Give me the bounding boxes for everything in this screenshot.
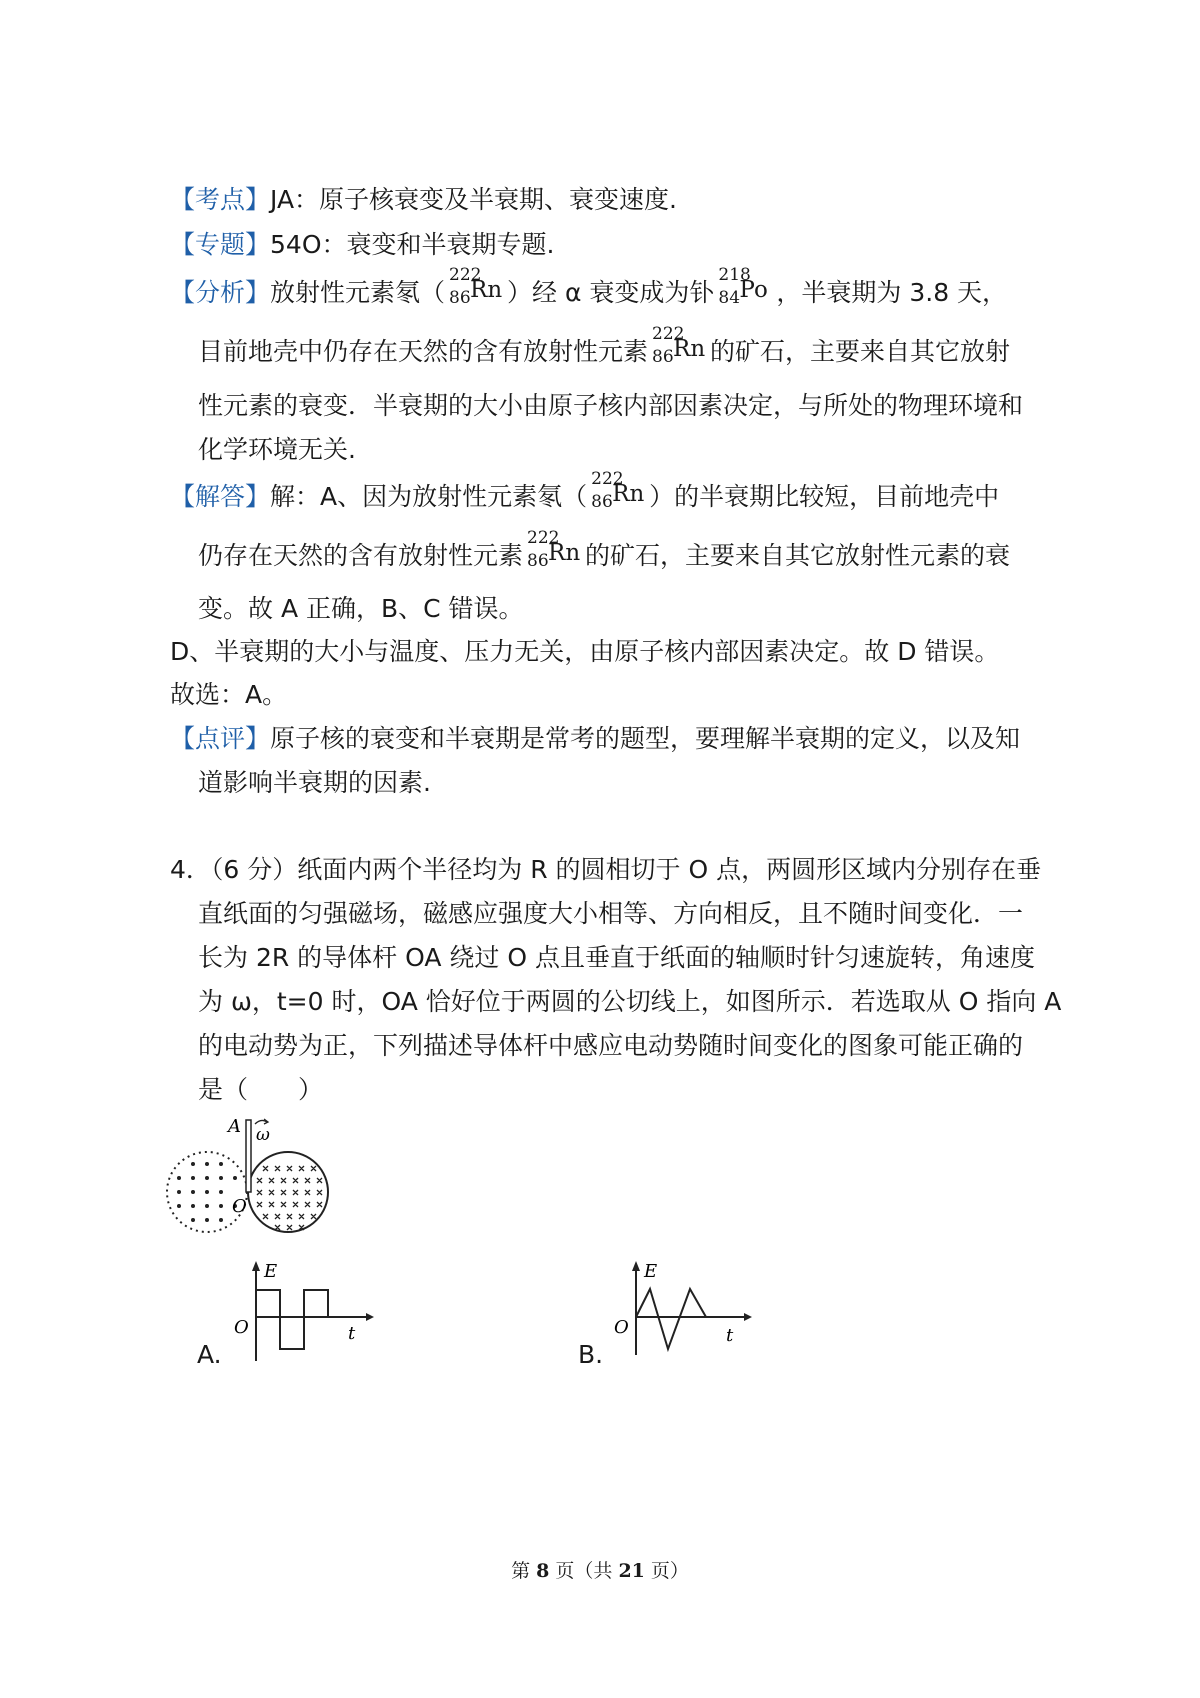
- jieda-line-5: 故选：A。: [170, 680, 288, 709]
- zhuanti-line: [170, 228, 554, 262]
- dianping-line-1: [170, 722, 1020, 756]
- option-b-label[interactable]: B.: [578, 1340, 604, 1369]
- total-pages: 21: [618, 1560, 645, 1582]
- rn-number: 86: [527, 551, 549, 571]
- rn-symbol: Rn: [470, 277, 503, 303]
- rn-number: 86: [591, 492, 613, 512]
- kaodian-line: [170, 183, 677, 217]
- fenxi-text: 放射性元素氡（: [270, 278, 446, 307]
- page-footer: [0, 1556, 1200, 1583]
- q4-line-6: 是（ ）: [198, 1075, 324, 1104]
- footer-text: 第: [511, 1560, 537, 1582]
- fenxi-line-3: 性元素的衰变．半衰期的大小由原子核内部因素决定，与所处的物理环境和: [198, 391, 1024, 420]
- t-axis-label: t: [726, 1325, 734, 1346]
- jieda-tag: 【解答】: [170, 482, 271, 511]
- zhuanti-tag: 【专题】: [170, 230, 271, 259]
- rn-nuclide: [650, 324, 708, 372]
- zhuanti-text: 54O：衰变和半衰期专题.: [270, 230, 555, 259]
- jieda-text: ）的半衰期比较短，目前地壳中: [649, 482, 1000, 511]
- page-number: 8: [536, 1560, 550, 1582]
- po-number: 84: [718, 288, 741, 308]
- footer-text: 页（共: [549, 1560, 619, 1582]
- emf-square-wave: [256, 1290, 328, 1349]
- t-axis-arrow: [366, 1313, 374, 1321]
- label-o: O: [232, 1196, 247, 1217]
- e-axis-label: E: [644, 1261, 658, 1282]
- fenxi-line-1: [170, 265, 1008, 313]
- conductor-rod: [246, 1120, 251, 1192]
- rn-mass: 222: [652, 324, 685, 344]
- rn-number: 86: [652, 347, 674, 367]
- option-b-graph[interactable]: [610, 1255, 760, 1365]
- fenxi-text: 目前地壳中仍存在天然的含有放射性元素: [198, 337, 649, 366]
- jieda-line-3: 变。故 A 正确，B、C 错误。: [198, 594, 524, 623]
- rn-mass: 222: [449, 265, 482, 285]
- kaodian-text: JA：原子核衰变及半衰期、衰变速度.: [270, 185, 677, 214]
- rn-nuclide: [589, 469, 647, 517]
- rn-nuclide: [525, 528, 583, 576]
- t-axis-arrow: [744, 1313, 752, 1321]
- fenxi-text: 的矿石，主要来自其它放射: [710, 337, 1011, 366]
- dianping-line-2: 道影响半衰期的因素.: [198, 768, 431, 797]
- label-a: A: [228, 1116, 241, 1137]
- fenxi-tag: 【分析】: [170, 278, 271, 307]
- po-mass: 218: [718, 265, 751, 285]
- label-omega: ω: [256, 1125, 270, 1145]
- dianping-tag: 【点评】: [170, 724, 271, 753]
- jieda-line-1: [170, 469, 1000, 517]
- rn-number: 86: [449, 288, 471, 308]
- jieda-text: 的矿石，主要来自其它放射性元素的衰: [585, 541, 1011, 570]
- jieda-text: 解：A、因为放射性元素氡（: [270, 482, 588, 511]
- rn-nuclide: [447, 265, 505, 313]
- dianping-text: 原子核的衰变和半衰期是常考的题型，要理解半衰期的定义，以及知: [270, 724, 1021, 753]
- t-axis-label: t: [348, 1323, 356, 1344]
- rn-mass: 222: [591, 469, 624, 489]
- fenxi-text: ，半衰期为 3.8 天，: [776, 278, 1008, 307]
- magnetic-field-figure: [160, 1112, 345, 1247]
- e-axis-label: E: [264, 1261, 278, 1282]
- fenxi-line-2: [198, 324, 1011, 372]
- emf-triangle-wave: [636, 1289, 706, 1349]
- cross-field-marks: [257, 1166, 322, 1230]
- jieda-line-4: D、半衰期的大小与温度、压力无关，由原子核内部因素决定。故 D 错误。: [170, 637, 1000, 666]
- rn-symbol: Rn: [548, 540, 581, 566]
- jieda-line-2: [198, 528, 1011, 576]
- q4-line-2: 直纸面的匀强磁场，磁感应强度大小相等、方向相反，且不随时间变化．一: [198, 899, 1024, 928]
- kaodian-tag: 【考点】: [170, 185, 271, 214]
- q4-line-1: 4．（6 分）纸面内两个半径均为 R 的圆相切于 O 点，两圆形区域内分别存在垂: [170, 855, 1042, 884]
- rn-symbol: Rn: [673, 336, 706, 362]
- option-a-graph[interactable]: [230, 1255, 380, 1365]
- footer-text: 页）: [644, 1560, 689, 1582]
- origin-label: O: [234, 1317, 249, 1338]
- fenxi-text: ）经 α 衰变成为钋: [507, 278, 715, 307]
- e-axis-arrow: [632, 1261, 640, 1271]
- q4-line-3: 长为 2R 的导体杆 OA 绕过 O 点且垂直于纸面的轴顺时针匀速旋转，角速度: [198, 943, 1035, 972]
- q4-line-4: 为 ω，t=0 时，OA 恰好位于两圆的公切线上，如图所示．若选取从 O 指向 A: [198, 987, 1062, 1016]
- rn-mass: 222: [527, 528, 560, 548]
- option-a-label[interactable]: A.: [197, 1340, 222, 1369]
- q4-line-5: 的电动势为正，下列描述导体杆中感应电动势随时间变化的图象可能正确的: [198, 1031, 1024, 1060]
- po-nuclide: [716, 265, 774, 313]
- origin-label: O: [614, 1317, 629, 1338]
- po-symbol: Po: [739, 277, 768, 303]
- fenxi-line-4: 化学环境无关.: [198, 435, 356, 464]
- e-axis-arrow: [252, 1261, 260, 1271]
- rn-symbol: Rn: [612, 481, 645, 507]
- dot-field-marks: [177, 1162, 237, 1222]
- jieda-text: 仍存在天然的含有放射性元素: [198, 541, 524, 570]
